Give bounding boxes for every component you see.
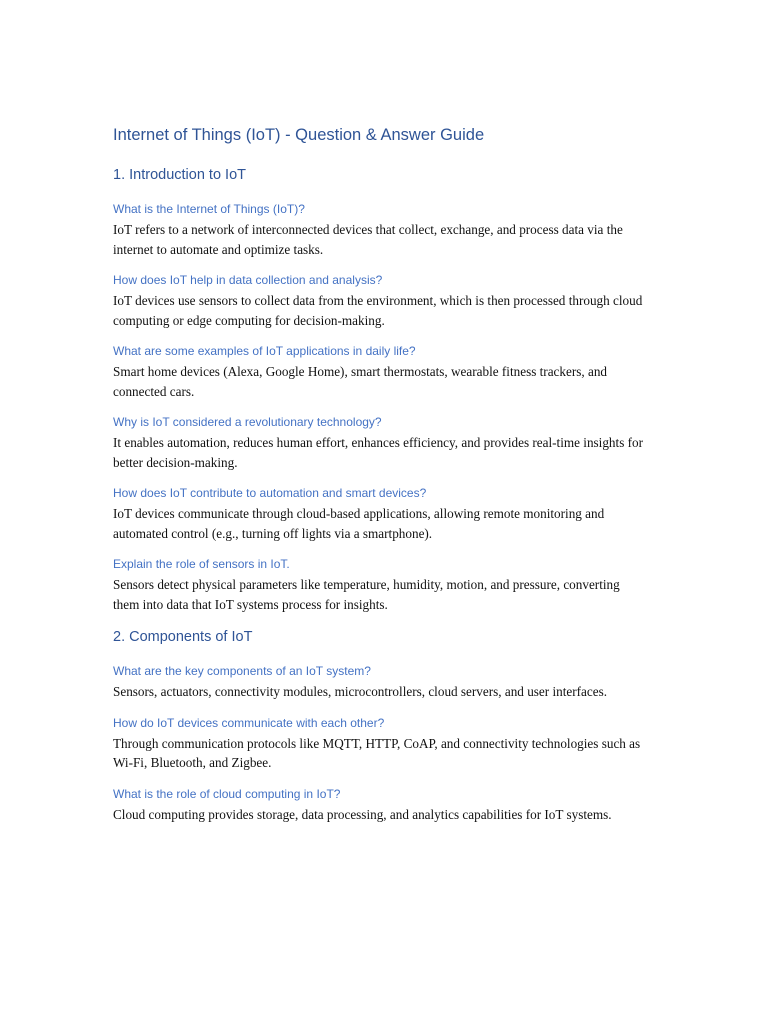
answer-text: IoT devices communicate through cloud-based applications, allowing remote monitoring and automated control (e.g., turning off lights via a smartphone). bbox=[113, 506, 605, 541]
qa-item bbox=[113, 414, 648, 472]
qa-item bbox=[113, 485, 648, 543]
qa-item bbox=[113, 201, 648, 259]
document-title: Internet of Things (IoT) - Question & Answer Guide bbox=[113, 126, 485, 144]
question-text: How does IoT help in data collection and analysis? bbox=[113, 273, 383, 287]
answer-text: It enables automation, reduces human effort, enhances efficiency, and provides real-time insights for better decision-making. bbox=[113, 435, 643, 470]
question-text: How does IoT contribute to automation and smart devices? bbox=[113, 486, 427, 500]
question-text: What is the role of cloud computing in IoT? bbox=[113, 786, 341, 801]
question-text: What is the Internet of Things (IoT)? bbox=[113, 202, 305, 216]
document-page bbox=[113, 124, 648, 837]
question-text: Why is IoT considered a revolutionary technology? bbox=[113, 415, 382, 429]
section-heading: 1. Introduction to IoT bbox=[113, 167, 246, 183]
qa-item bbox=[113, 272, 648, 330]
answer-text: Sensors detect physical parameters like temperature, humidity, motion, and pressure, converting them into data that IoT systems process for insights. bbox=[113, 577, 620, 612]
answer-text: Sensors, actuators, connectivity modules, microcontrollers, cloud servers, and user interfaces. bbox=[113, 684, 608, 699]
question-text: What are some examples of IoT applications in daily life? bbox=[113, 344, 416, 358]
section-heading: 2. Components of IoT bbox=[113, 629, 253, 645]
answer-text: Through communication protocols like MQTT, HTTP, CoAP, and connectivity technologies such as Wi-Fi, Bluetooth, and Zigbee. bbox=[113, 735, 641, 770]
section-components bbox=[113, 627, 648, 824]
question-text: Explain the role of sensors in IoT. bbox=[113, 557, 290, 571]
qa-item bbox=[113, 715, 648, 773]
qa-item bbox=[113, 663, 648, 702]
answer-text: IoT refers to a network of interconnected devices that collect, exchange, and process data via the internet to automate and optimize tasks. bbox=[113, 222, 623, 257]
answer-text: Smart home devices (Alexa, Google Home), smart thermostats, wearable fitness trackers, and connected cars. bbox=[113, 364, 608, 399]
section-introduction bbox=[113, 165, 648, 614]
qa-item bbox=[113, 556, 648, 614]
question-text: What are the key components of an IoT system? bbox=[113, 664, 371, 678]
qa-item bbox=[113, 343, 648, 401]
qa-item bbox=[113, 786, 648, 825]
answer-text: IoT devices use sensors to collect data from the environment, which is then processed through cloud computing or edge computing for decision-making. bbox=[113, 293, 643, 328]
answer-text: Cloud computing provides storage, data processing, and analytics capabilities for IoT systems. bbox=[113, 806, 612, 822]
question-text: How do IoT devices communicate with each other? bbox=[113, 715, 385, 730]
